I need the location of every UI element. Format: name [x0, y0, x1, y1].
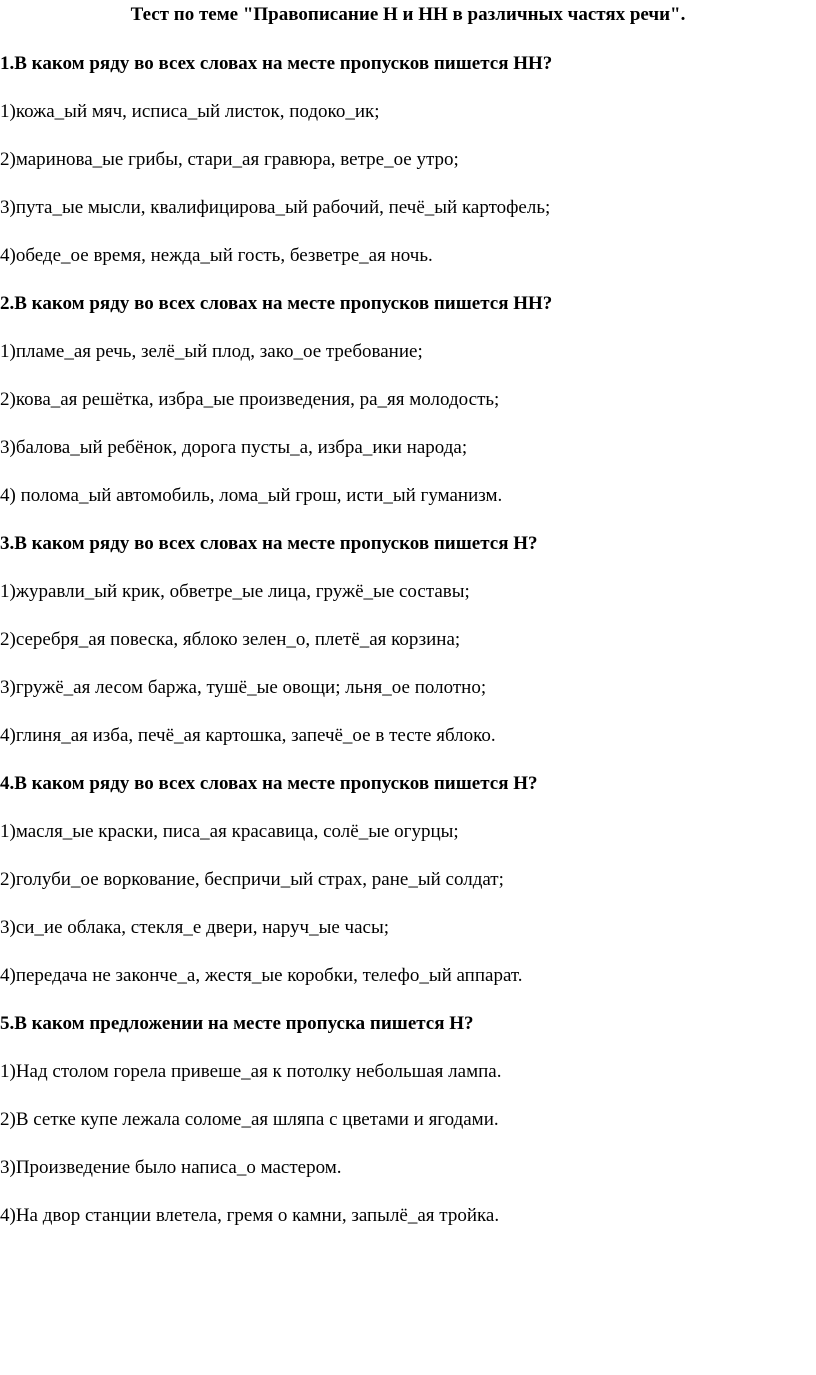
- question-3-option-3: 3)гружё_ая лесом баржа, тушё_ые овощи; льня_ое полотно;: [0, 677, 487, 698]
- question-1-option-1: 1)кожа_ый мяч, исписа_ый листок, подоко_ик;: [0, 101, 380, 122]
- question-5-option-2: 2)В сетке купе лежала соломе_ая шляпа с цветами и ягодами.: [0, 1109, 499, 1130]
- question-4-text: 4.В каком ряду во всех словах на месте пропусков пишется Н?: [0, 773, 538, 794]
- question-5-option-4: 4)На двор станции влетела, гремя о камни, запылё_ая тройка.: [0, 1205, 500, 1226]
- question-2-option-4: 4) полома_ый автомобиль, лома_ый грош, исти_ый гуманизм.: [0, 485, 503, 506]
- question-5-text: 5.В каком предложении на месте пропуска пишется Н?: [0, 1013, 474, 1034]
- question-5-option-3: 3)Произведение было написа_о мастером.: [0, 1157, 342, 1178]
- question-4-option-2: 2)голуби_ое воркование, беспричи_ый страх, ране_ый солдат;: [0, 869, 504, 890]
- question-2-option-3: 3)балова_ый ребёнок, дорога пусты_а, избра_ики народа;: [0, 437, 468, 458]
- question-2-text: 2.В каком ряду во всех словах на месте пропусков пишется НН?: [0, 293, 553, 314]
- question-3-text: 3.В каком ряду во всех словах на месте пропусков пишется Н?: [0, 533, 538, 554]
- question-1-option-4: 4)обеде_ое время, нежда_ый гость, безветре_ая ночь.: [0, 245, 433, 266]
- question-1-option-2: 2)маринова_ые грибы, стари_ая гравюра, ветре_ое утро;: [0, 149, 459, 170]
- question-4-option-4: 4)передача не законче_а, жестя_ые коробки, телефо_ый аппарат.: [0, 965, 523, 986]
- question-4-option-1: 1)масля_ые краски, писа_ая красавица, солё_ые огурцы;: [0, 821, 459, 842]
- question-3-option-1: 1)журавли_ый крик, обветре_ые лица, гружё_ые составы;: [0, 581, 470, 602]
- question-1-option-3: 3)пута_ые мысли, квалифицирова_ый рабочий, печё_ый картофель;: [0, 197, 551, 218]
- question-4-option-3: 3)си_ие облака, стекля_е двери, наруч_ые часы;: [0, 917, 390, 938]
- question-1-text: 1.В каком ряду во всех словах на месте пропусков пишется НН?: [0, 53, 553, 74]
- question-3-option-4: 4)глиня_ая изба, печё_ая картошка, запечё_ое в тесте яблоко.: [0, 725, 496, 746]
- document-title: Тест по теме "Правописание Н и НН в различных частях речи".: [130, 4, 686, 25]
- question-2-option-1: 1)пламе_ая речь, зелё_ый плод, зако_ое требование;: [0, 341, 423, 362]
- question-2-option-2: 2)кова_ая решётка, избра_ые произведения, ра_яя молодость;: [0, 389, 500, 410]
- question-3-option-2: 2)серебря_ая повеска, яблоко зелен_о, плетё_ая корзина;: [0, 629, 461, 650]
- question-5-option-1: 1)Над столом горела привеше_ая к потолку небольшая лампа.: [0, 1061, 502, 1082]
